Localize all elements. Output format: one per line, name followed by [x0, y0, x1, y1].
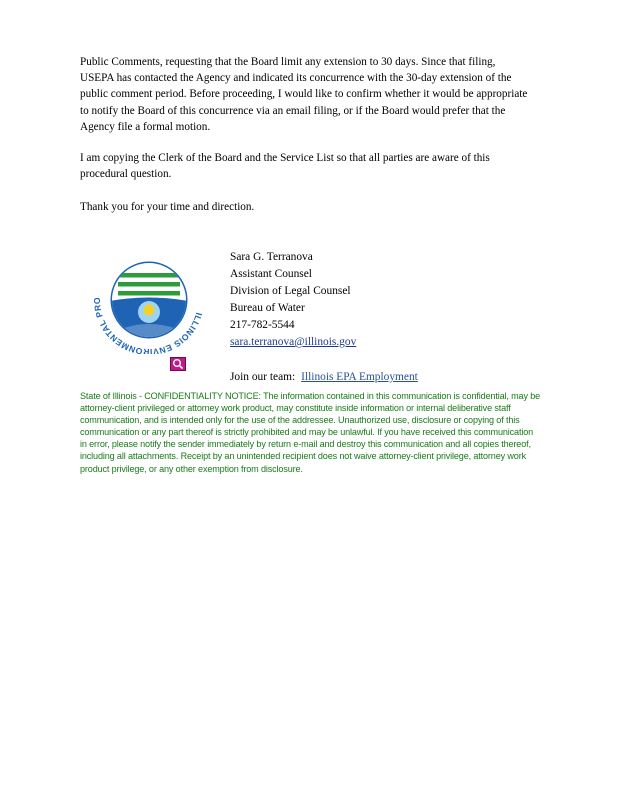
body-paragraph-1: Public Comments, requesting that the Board limit any extension to 30 days. Since that filing, USEPA has contacted the Agency and indicated its concurrence with the 30-day extension of the public comment period. Before proceeding, I would like to confirm whether it would be appropriate to notify the Board of this concurrence via an email filing, or if the Board would prefer that the Agency file a formal motion.	[80, 56, 528, 133]
signer-bureau: Bureau of Water	[230, 302, 305, 314]
employment-link[interactable]: Illinois EPA Employment	[301, 371, 418, 383]
join-line	[230, 369, 418, 385]
signer-phone: 217-782-5544	[230, 319, 295, 331]
signature-block	[230, 249, 530, 351]
signer-division: Division of Legal Counsel	[230, 285, 351, 297]
logo-sun	[144, 305, 155, 316]
signer-title: Assistant Counsel	[230, 268, 312, 280]
magnify-icon[interactable]	[170, 357, 186, 371]
confidentiality-notice: State of Illinois - CONFIDENTIALITY NOTICE: The information contained in this communication is confidential, may be attorney-client privileged or attorney work product, may constitute inside information or internal deliberative staff communication, and is intended only for the use of the addressee. Unauthorized use, disclosure or copying of this communication or any part thereof is strictly prohibited and may be unlawful. If you have received this communication in error, please notify the sender immediately by return e-mail and destroy this communication and all copies thereof, including all attachments. Receipt by an unintended recipient does not waive attorney-client privilege, attorney work product privilege, or any other exemption from disclosure.	[80, 391, 541, 474]
signer-email-link[interactable]: sara.terranova@illinois.gov	[230, 336, 357, 348]
signer-name: Sara G. Terranova	[230, 251, 313, 263]
join-label: Join our team:	[230, 371, 296, 383]
logo-lettering: ILLINOIS ENVIRONMENTAL PRO	[91, 296, 205, 354]
body-paragraph-2: I am copying the Clerk of the Board and the Service List so that all parties are aware of this procedural question.	[80, 152, 490, 181]
body-paragraph-3: Thank you for your time and direction.	[80, 201, 255, 213]
illinois-epa-logo	[84, 246, 214, 354]
